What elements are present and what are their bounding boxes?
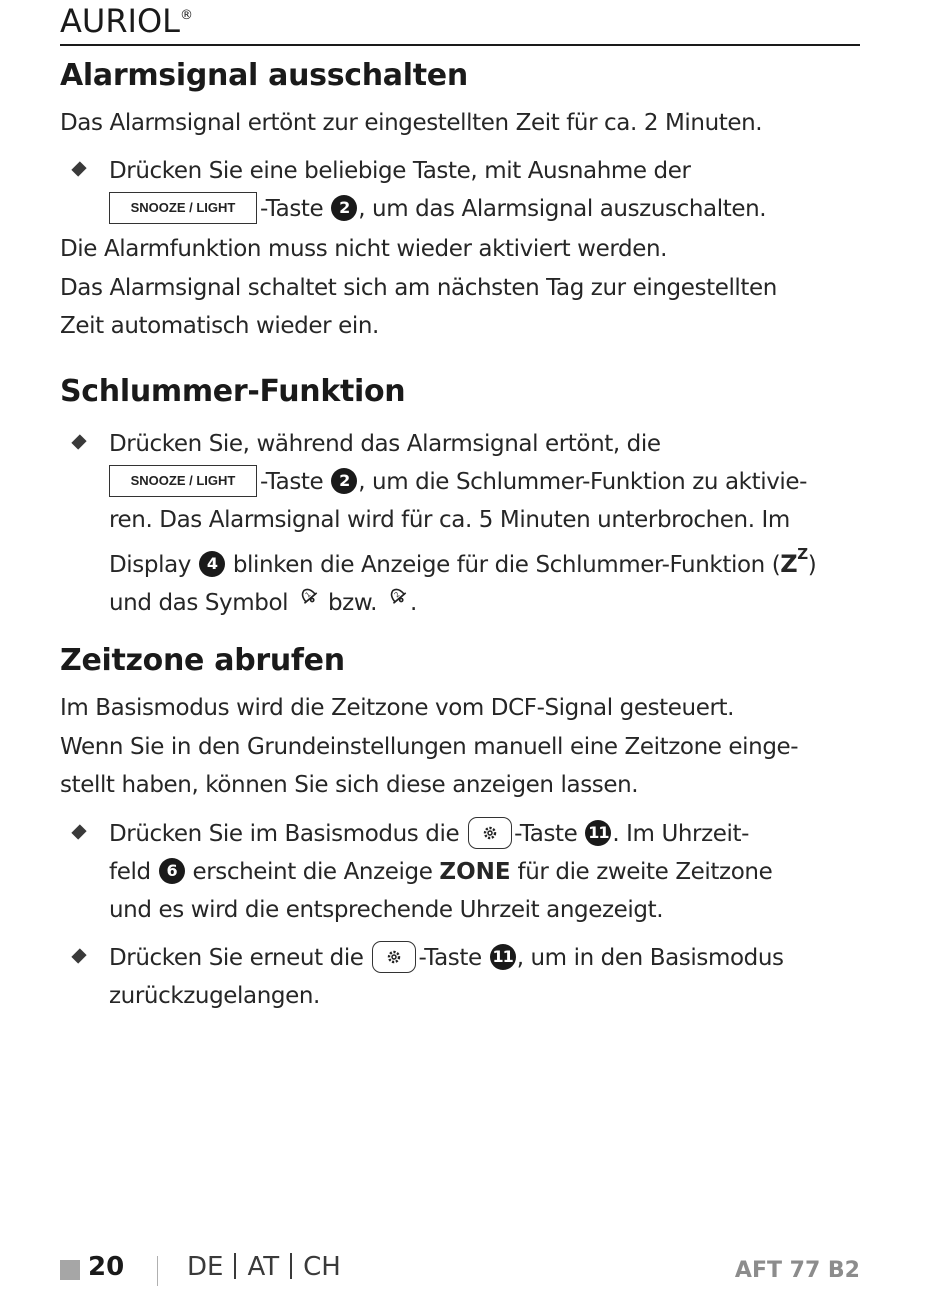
brand-name: AURIOL bbox=[60, 2, 180, 40]
country-divider bbox=[290, 1253, 292, 1279]
bullet-diamond-icon bbox=[71, 948, 86, 963]
country-de: DE bbox=[187, 1252, 224, 1282]
paragraph: Die Alarmfunktion muss nicht wieder aktiviert werden. bbox=[60, 236, 668, 262]
bullet-text: blinken die Anzeige für die Schlummer-Funktion ( bbox=[232, 552, 781, 578]
svg-text:1: 1 bbox=[303, 590, 313, 599]
bullet-text: -Taste bbox=[418, 945, 482, 971]
alarm-bell-1-icon bbox=[295, 582, 321, 620]
bullet-text: und es wird die entsprechende Uhrzeit angezeigt. bbox=[109, 897, 664, 923]
bullet-text: feld bbox=[109, 859, 151, 885]
bullet-text: -Taste bbox=[514, 821, 578, 847]
bullet-diamond-icon bbox=[71, 824, 86, 839]
settings-key-icon bbox=[468, 817, 512, 849]
model-number: AFT 77 B2 bbox=[734, 1258, 860, 1283]
country-codes bbox=[187, 1252, 341, 1282]
reference-number-icon: 2 bbox=[331, 195, 357, 221]
reference-number-icon: 11 bbox=[585, 820, 611, 846]
bullet-text: ren. Das Alarmsignal wird für ca. 5 Minuten unterbrochen. Im bbox=[109, 507, 790, 533]
reference-number-icon: 11 bbox=[490, 944, 516, 970]
header-rule bbox=[60, 44, 860, 46]
alarm-bell-2-icon bbox=[384, 582, 410, 620]
bullet-diamond-icon bbox=[71, 161, 86, 176]
bullet-text: zurückzugelangen. bbox=[109, 983, 320, 1009]
country-at: AT bbox=[247, 1252, 280, 1282]
page-number: 20 bbox=[88, 1252, 125, 1282]
bullet-diamond-icon bbox=[71, 434, 86, 449]
snooze-light-key-icon: SNOOZE / LIGHT bbox=[109, 192, 257, 224]
section-title-alarm-off: Alarmsignal ausschalten bbox=[60, 58, 468, 93]
bullet-text: und das Symbol bbox=[109, 590, 289, 616]
section-title-snooze: Schlummer-Funktion bbox=[60, 374, 406, 409]
reference-number-icon: 4 bbox=[199, 551, 225, 577]
bullet-text: bzw. bbox=[327, 590, 378, 616]
bullet-text: für die zweite Zeitzone bbox=[517, 859, 773, 885]
bullet-text: Drücken Sie erneut die bbox=[109, 945, 364, 971]
bullet-text: , um das Alarmsignal auszuschalten. bbox=[358, 196, 767, 222]
bullet-text: Display bbox=[109, 552, 191, 578]
snooze-zz-icon: $Z^Z$ bbox=[780, 545, 808, 578]
paragraph: Das Alarmsignal schaltet sich am nächsten Tag zur eingestellten bbox=[60, 275, 777, 301]
bullet-text: , um in den Basismodus bbox=[516, 945, 784, 971]
paragraph: stellt haben, können Sie sich diese anzeigen lassen. bbox=[60, 772, 639, 798]
registered-mark: ® bbox=[180, 8, 193, 23]
section-title-timezone: Zeitzone abrufen bbox=[60, 643, 345, 678]
country-ch: CH bbox=[303, 1252, 341, 1282]
bullet-text: -Taste bbox=[260, 196, 324, 222]
svg-text:2: 2 bbox=[392, 590, 402, 599]
bullet-text: . Im Uhrzeit- bbox=[612, 821, 750, 847]
paragraph: Das Alarmsignal ertönt zur eingestellten Zeit für ca. 2 Minuten. bbox=[60, 110, 763, 136]
bullet-text: , um die Schlummer-Funktion zu aktivie- bbox=[358, 469, 808, 495]
bullet-text: Drücken Sie im Basismodus die bbox=[109, 821, 460, 847]
footer-divider bbox=[157, 1256, 158, 1286]
paragraph: Zeit automatisch wieder ein. bbox=[60, 313, 379, 339]
footer-marker-square bbox=[60, 1260, 80, 1280]
settings-key-icon bbox=[372, 941, 416, 973]
bullet-text: Drücken Sie, während das Alarmsignal ertönt, die bbox=[109, 431, 661, 457]
paragraph: Im Basismodus wird die Zeitzone vom DCF-Signal gesteuert. bbox=[60, 695, 735, 721]
bullet-text: Drücken Sie eine beliebige Taste, mit Ausnahme der bbox=[109, 158, 691, 184]
reference-number-icon: 6 bbox=[159, 858, 185, 884]
paragraph: Wenn Sie in den Grundeinstellungen manuell eine Zeitzone einge- bbox=[60, 734, 799, 760]
reference-number-icon: 2 bbox=[331, 468, 357, 494]
bullet-text: . bbox=[410, 590, 417, 616]
snooze-light-key-icon: SNOOZE / LIGHT bbox=[109, 465, 257, 497]
country-divider bbox=[234, 1253, 236, 1279]
bullet-text: erscheint die Anzeige bbox=[192, 859, 433, 885]
brand-logo bbox=[60, 2, 193, 40]
bullet-text: ) bbox=[807, 552, 817, 578]
zone-indicator: ZONE bbox=[439, 859, 511, 885]
bullet-text: -Taste bbox=[260, 469, 324, 495]
